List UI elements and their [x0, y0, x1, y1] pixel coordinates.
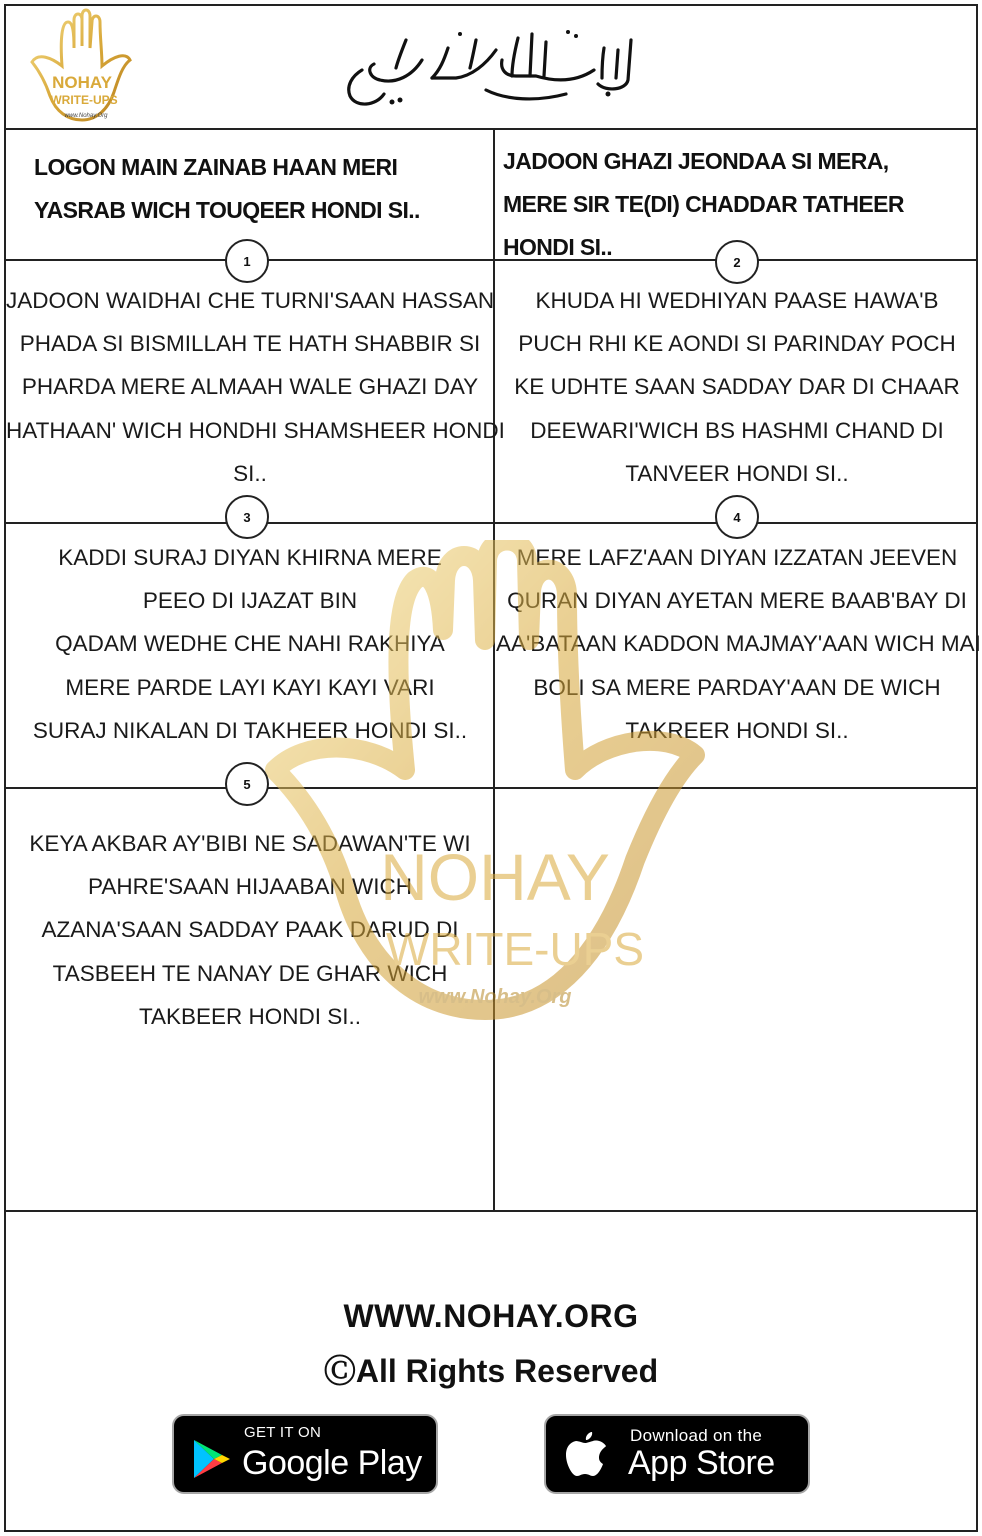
apple-icon	[566, 1430, 612, 1482]
watermark-site: www.Nohay.Org	[418, 986, 572, 1008]
verse-line: PEEO DI IJAZAT BIN	[142, 588, 358, 614]
verse-number-badge: 3	[225, 495, 269, 539]
google-play-icon	[192, 1438, 232, 1480]
verse-line: QURAN DIYAN AYETAN MERE BAAB'BAY DI	[507, 588, 967, 614]
verse-block	[6, 536, 494, 752]
logo-brand-line2: WRITE-UPS	[50, 93, 118, 107]
logo-brand-line1: NOHAY	[52, 73, 112, 92]
footer-url[interactable]: WWW.NOHAY.ORG	[343, 1298, 639, 1334]
verse-line: TANVEER HONDI SI..	[625, 460, 849, 486]
google-play-big-label: Google Play	[242, 1444, 422, 1482]
verse-line: PHARDA MERE ALMAAH WALE GHAZI DAY	[21, 374, 479, 400]
google-play-small-label: GET IT ON	[244, 1424, 322, 1441]
divider-line	[4, 787, 978, 789]
nohay-logo[interactable]	[22, 8, 142, 126]
title-line: MERE SIR TE(DI) CHADDAR TATHEER	[503, 191, 904, 217]
verse-line: SURAJ NIKALAN DI TAKHEER HONDI SI..	[32, 717, 468, 743]
verse-line: KADDI SURAJ DIYAN KHIRNA MERE	[58, 545, 442, 570]
verse-line: PUCH RHI KE AONDI SI PARINDAY POCH	[518, 331, 956, 357]
watermark-line2: WRITE-UPS	[385, 923, 645, 975]
verse-block	[6, 279, 505, 495]
verse-line: SI..	[233, 460, 267, 486]
google-play-button[interactable]	[172, 1414, 438, 1494]
app-store-button[interactable]	[544, 1414, 810, 1494]
verse-number-badge: 4	[715, 495, 759, 539]
verse-line: TASBEEH TE NANAY DE GHAR WICH	[52, 960, 448, 986]
verse-number-badge: 1	[225, 239, 269, 283]
verse-line: PAHRE'SAAN HIJAABAN WICH	[88, 874, 412, 900]
verse-line: PHADA SI BISMILLAH TE HATH SHABBIR SI	[19, 331, 481, 357]
verse-line: BOLI SA MERE PARDAY'AAN DE WICH	[533, 674, 941, 700]
verse-line: DEEWARI'WICH BS HASHMI CHAND DI	[530, 417, 944, 443]
app-store-small-label: Download on the	[630, 1426, 763, 1445]
verse-line: MERE PARDE LAYI KAYI KAYI VARI	[65, 674, 435, 700]
verse-line: KEYA AKBAR AY'BIBI NE SADAWAN'TE WI	[29, 831, 471, 856]
app-store-big-label: App Store	[628, 1444, 775, 1482]
verse-line: AA'BATAAN KADDON MAJMAY'AAN WICH MAI	[496, 631, 981, 657]
watermark-line1: NOHAY	[380, 840, 610, 914]
verse-block	[6, 822, 494, 1038]
footer-rights: ⒸAll Rights Reserved	[323, 1353, 659, 1389]
divider-line	[4, 1210, 978, 1212]
verse-line: QADAM WEDHE CHE NAHI RAKHIYA	[55, 631, 445, 657]
logo-site: www.Nohay.Org	[64, 113, 108, 119]
bismillah-calligraphy-icon	[336, 20, 646, 110]
verse-line: HATHAAN' WICH HONDHI SHAMSHEER HONDI	[6, 417, 505, 443]
title-line: YASRAB WICH TOUQEER HONDI SI..	[34, 197, 420, 223]
title-left	[34, 146, 420, 232]
verse-number-badge: 5	[225, 762, 269, 806]
title-line: JADOON GHAZI JEONDAA SI MERA,	[503, 148, 889, 174]
verse-number-badge: 2	[715, 240, 759, 284]
divider-line	[4, 128, 978, 130]
verse-line: TAKREER HONDI SI..	[625, 717, 849, 743]
verse-block	[496, 536, 981, 752]
verse-line: AZANA'SAAN SADDAY PAAK DARUD DI	[41, 917, 459, 943]
verse-block	[496, 279, 978, 495]
title-line: HONDI SI..	[503, 234, 613, 260]
divider-line	[4, 522, 978, 524]
title-line: LOGON MAIN ZAINAB HAAN MERI	[34, 154, 398, 180]
verse-line: JADOON WAIDHAI CHE TURNI'SAAN HASSAN	[6, 288, 495, 313]
verse-line: TAKBEER HONDI SI..	[138, 1003, 362, 1029]
verse-line: MERE LAFZ'AAN DIYAN IZZATAN JEEVEN	[516, 545, 958, 570]
verse-line: KE UDHTE SAAN SADDAY DAR DI CHAAR	[514, 374, 960, 400]
verse-line: KHUDA HI WEDHIYAN PAASE HAWA'B	[535, 288, 939, 313]
title-right	[503, 140, 904, 269]
